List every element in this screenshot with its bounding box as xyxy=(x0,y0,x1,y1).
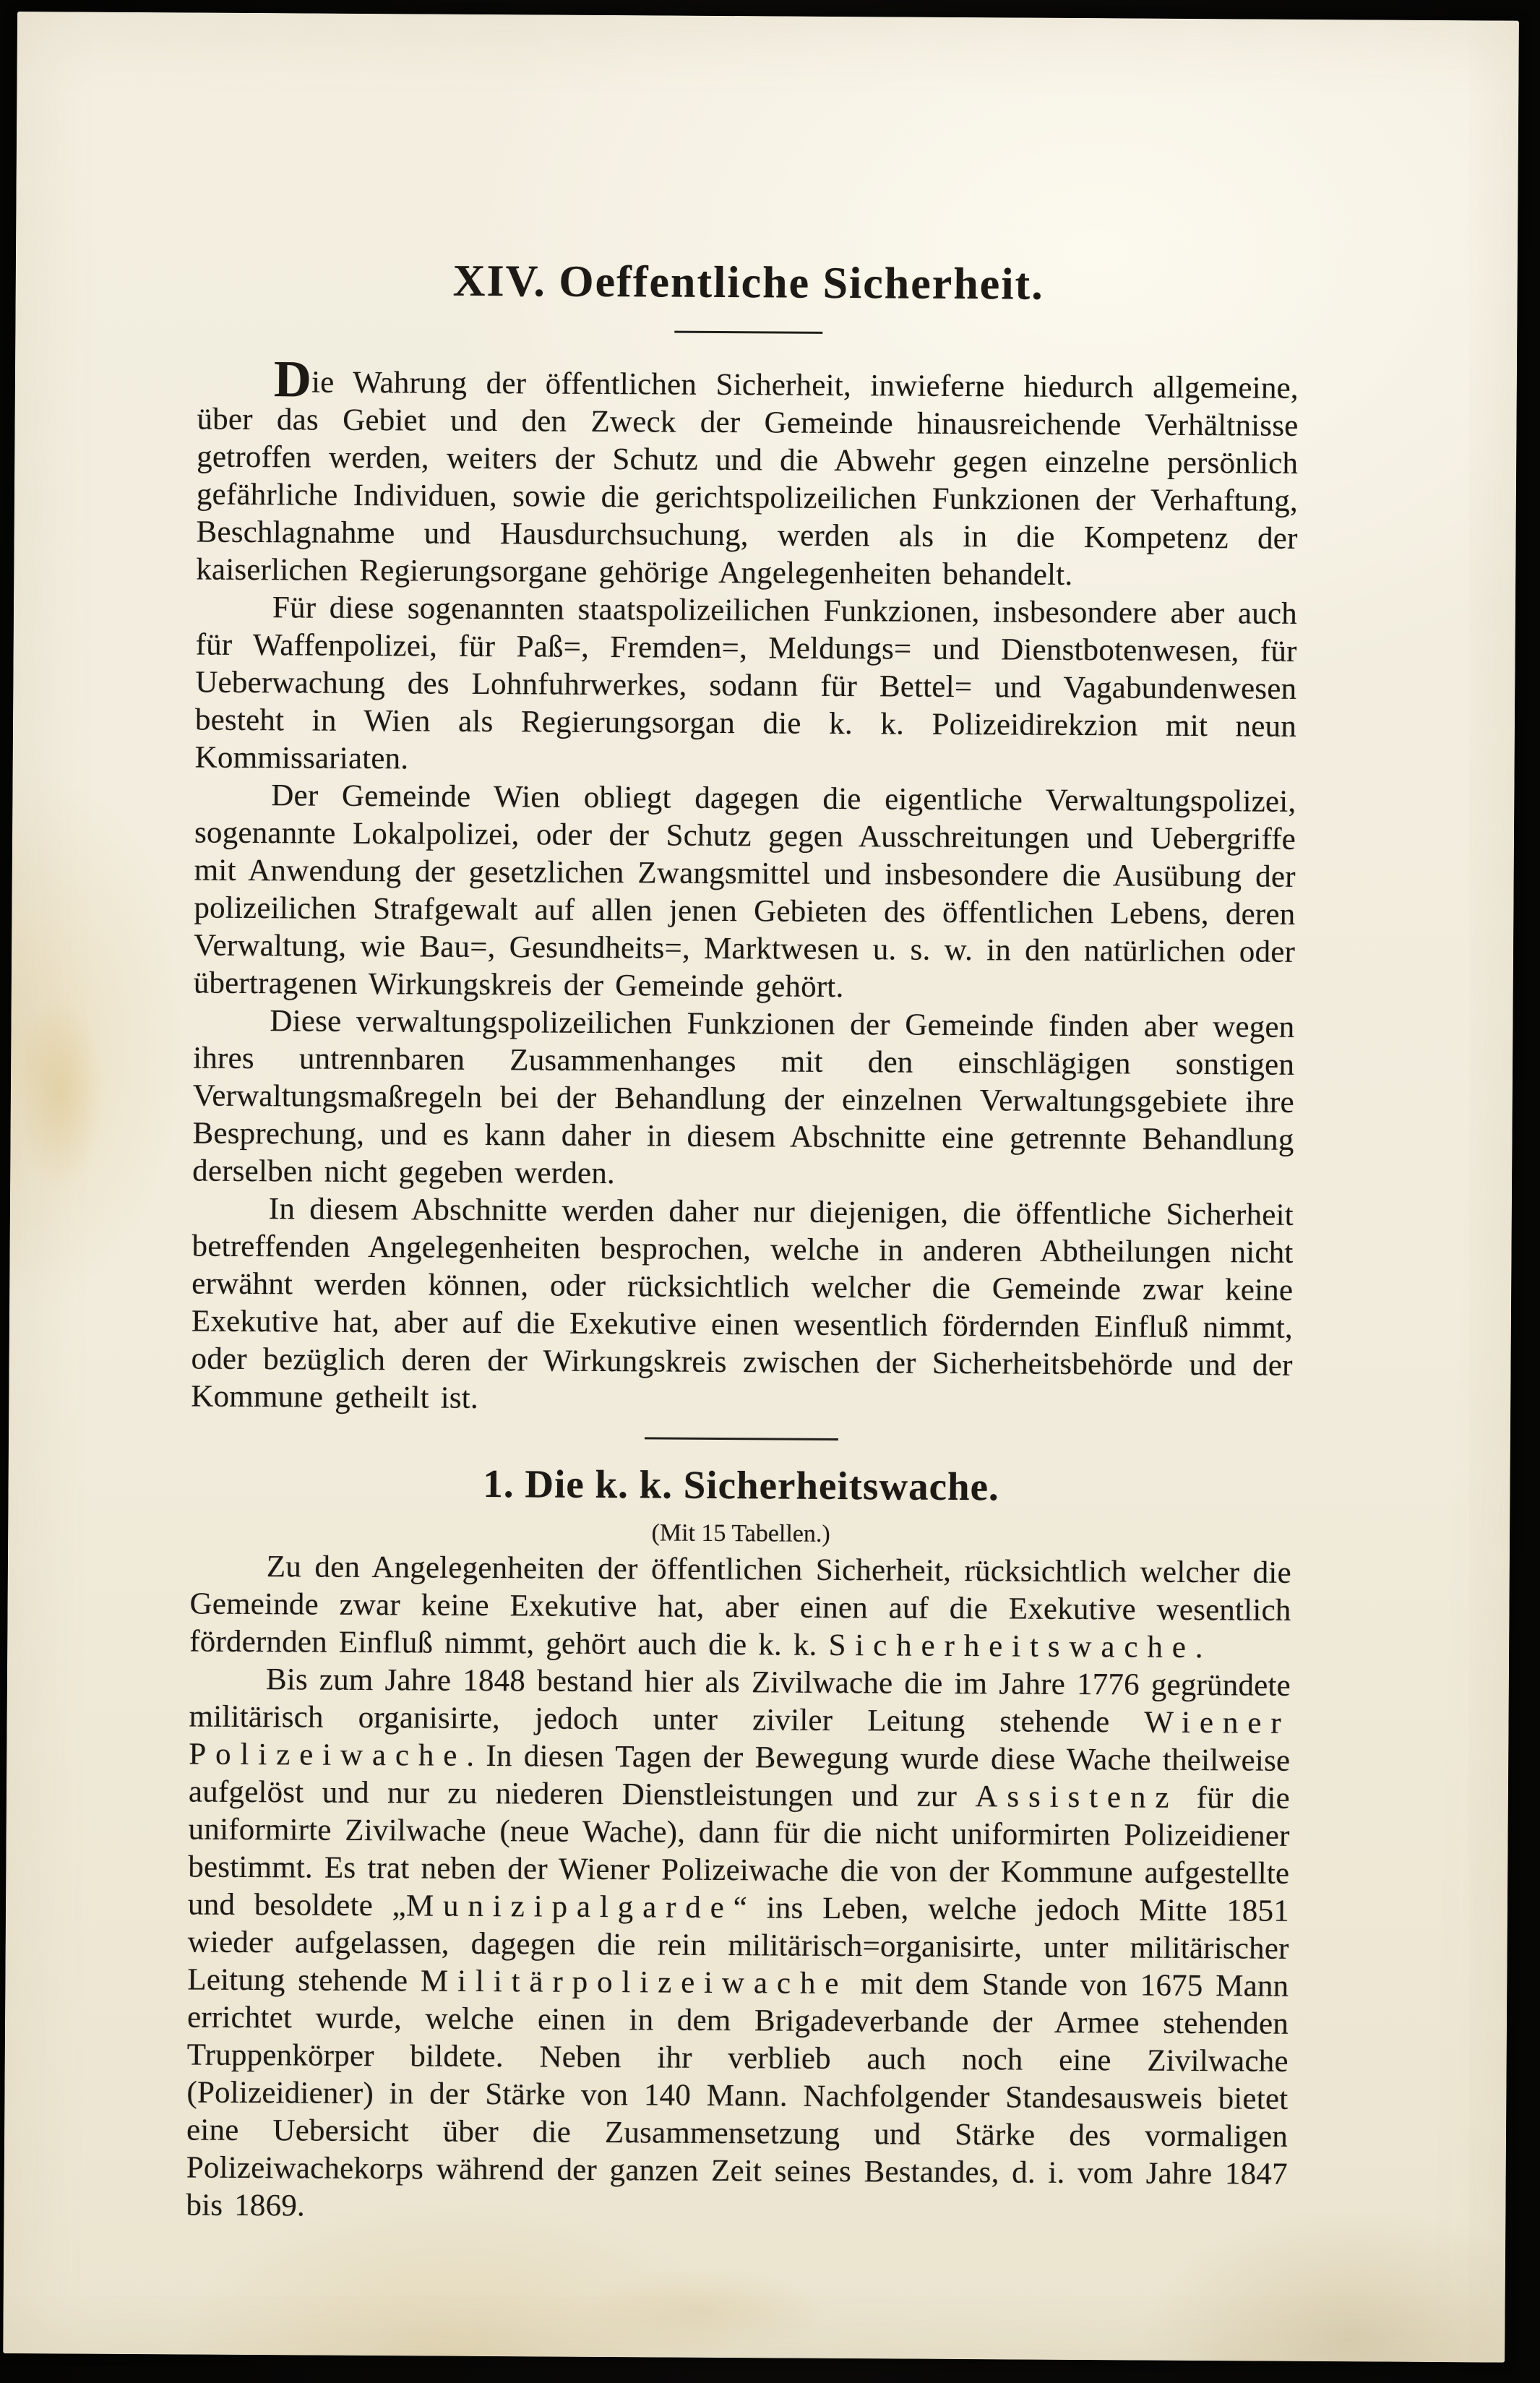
paragraph-text: “ ins Leben, welche jedoch Mitte 1851 wieder aufgelassen, dagegen die rein militärisch=organisirte, unter militärischer Leitung stehende xyxy=(187,1891,1290,1998)
intro-paragraph-5: In diesem Abschnitte werden daher nur diejenigen, die öffentliche Sicherheit betreffenden Angelegenheiten besprochen, welche in anderen Abtheilungen nicht erwähnt werden können, oder rücksichtlich welcher die Gemeinde zwar keine Exekutive hat, aber auf die Exekutive einen wesentlich fördernden Einfluß nimmt, oder bezüglich deren der Wirkungskreis zwischen der Sicherheitsbehörde und der Kommune getheilt ist. xyxy=(191,1192,1294,1415)
emphasized-word: Munizipalgarde xyxy=(405,1889,734,1925)
intro-paragraph-3: Der Gemeinde Wien obliegt dagegen die eigentliche Verwaltungspolizei, sogenannte Lokalpolizei, oder der Schutz gegen Ausschreitungen und Uebergriffe mit Anwendung der gesetzlichen Zwangsmittel und insbesondere die Ausübung der polizeilichen Strafgewalt auf allen jenen Gebieten des öffentlichen Lebens, deren Verwaltung, wie Bau=, Gesundheits=, Marktwesen u. s. w. in den natürlichen oder übertragenen Wirkungskreis der Gemeinde gehört. xyxy=(193,778,1296,1005)
paragraph-text: ie Wahrung der öffentlichen Sicherheit, inwieferne hiedurch allgemeine, über das Gebiet und den Zweck der Gemeinde hinausreichende Verhältnisse getroffen werden, weiters der Schutz und die Abwehr gegen einzelne persönlich gefährliche Individuen, sowie die gerichtspolizeilichen Funkzionen der Verhaftung, Beschlagnahme und Hausdurchsuchung, werden als in die Kompetenz der kaiserlichen Regierungsorgane gehörige Angelegenheiten behandelt. xyxy=(196,365,1299,592)
intro-paragraph-4: Diese verwaltungspolizeilichen Funkzionen der Gemeinde finden aber wegen ihres untrennbaren Zusammenhanges mit den einschlägigen sonstigen Verwaltungsmaßregeln bei der Behandlung der einzelnen Verwaltungsgebiete ihre Besprechung, und es kann daher in diesem Abschnitte eine getrennte Behandlung derselben nicht gegeben werden. xyxy=(192,1004,1295,1191)
emphasized-word: Wiener Polizeiwache xyxy=(189,1705,1291,1773)
page-content xyxy=(186,13,1301,2231)
section-paragraph-1 xyxy=(189,1547,1291,1667)
paragraph-text: Zu den Angelegenheiten der öffentlichen Sicherheit, rücksichtlich welcher die Gemeinde zwar keine Exekutive hat, aber einen auf die Exekutive wesentlich fördernden Einfluß nimmt, gehört auch die k. k. xyxy=(189,1550,1291,1662)
section-divider-rule xyxy=(645,1437,838,1440)
paper-stain xyxy=(6,973,116,1212)
paragraph-text: Bis zum Jahre 1848 bestand hier als Zivilwache die im Jahre 1776 gegründete militärisch organisirte, jedoch unter ziviler Leitung stehende xyxy=(189,1662,1291,1740)
emphasized-word: Assistenz xyxy=(975,1779,1179,1815)
paper-stain xyxy=(552,2256,856,2366)
intro-paragraph-1 xyxy=(196,350,1299,596)
emphasized-word: Militärpolizeiwache xyxy=(420,1964,848,2001)
section-paragraph-2 xyxy=(186,1660,1291,2230)
chapter-title: XIV. Oeffentliche Sicherheit. xyxy=(452,256,1044,309)
paragraph-text: . xyxy=(1195,1630,1203,1665)
paragraph-text: . In diesen Tagen der Bewegung wurde diese Wache theilweise aufgelöst und nur zu niederen Dienstleistungen und zur xyxy=(188,1738,1291,1814)
drop-cap-initial: D xyxy=(273,350,312,408)
title-divider-rule xyxy=(674,331,822,334)
intro-paragraph-2: Für diese sogenannten staatspolizeilichen Funkzionen, insbesondere aber auch für Waffenpolizei, für Paß=, Fremden=, Meldungs= und Dienstbotenwesen, für Ueberwachung des Lohnfuhrwerkes, sodann für Bettel= und Vagabundenwesen besteht in Wien als Regierungsorgan die k. k. Polizeidirekzion mit neun Kommissariaten. xyxy=(194,591,1298,776)
book-page xyxy=(3,12,1519,2363)
section-note: (Mit 15 Tabellen.) xyxy=(651,1519,830,1547)
paragraph-text: für die uniformirte Zivilwache (neue Wache), dann für die nicht uniformirten Polizeidiener bestimmt. Es trat neben der Wiener Polizeiwache die von der Kommune aufgestellte und besoldete „ xyxy=(187,1780,1291,1923)
emphasized-word: Sicherheitswache xyxy=(828,1628,1195,1665)
paragraph-text: mit dem Stande von 1675 Mann errichtet wurde, welche einen in dem Brigadeverbande der Armee stehenden Truppenkörper bildete. Neben ihr verblieb auch noch eine Zivilwache (Polizeidiener) in der Stärke von 140 Mann. Nachfolgender Standesausweis bietet eine Uebersicht über die Zusammensetzung und Stärke des vormaligen Polizeiwachekorps während der ganzen Zeit seines Bestandes, d. i. vom Jahre 1847 bis 1869. xyxy=(186,1967,1289,2223)
section-heading: 1. Die k. k. Sicherheitswache. xyxy=(483,1461,999,1509)
